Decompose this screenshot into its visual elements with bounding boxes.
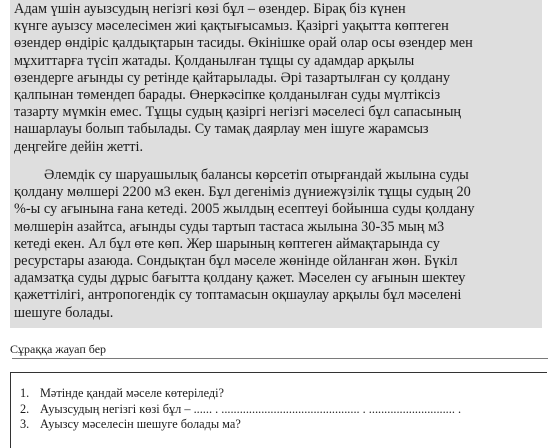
text-line: қалпынан төмендеп барады. Өнеркәсіпке қолданылған суды мүлтіксіз <box>14 87 441 104</box>
question-item <box>20 402 461 418</box>
question-item <box>20 417 461 433</box>
text-line: шешуге болады. <box>14 304 114 321</box>
text-line: өзендерге ағынды су ретінде қайтарылады. Әрі тазартылған су қолдану <box>14 69 450 86</box>
question-text: Ауызсудың негізгі көзі бұл – ...... . ............................................. . ............................ . <box>40 401 462 416</box>
question-number: 2. <box>20 401 30 416</box>
text-line: қолдану мөлшері 2200 м3 екен. Бұл дегеніміз дүниежүзілік тұщы судың 20 <box>14 184 471 201</box>
text-line: мөлшерін азайтса, ағынды суды тартып тастаса жылына 30-35 мың м3 <box>14 218 445 235</box>
text-line: ресурстары азаюда. Сондықтан бұл мәселе жөнінде ойланған жөн. Бүкіл <box>14 253 458 270</box>
text-line: мұхиттарға түсіп жатады. Қолданылған тұщы су адамдар арқылы <box>14 52 415 69</box>
text-line: тазарту мүмкін емес. Тұщы судың қазіргі негізгі мәселесі бұл сапасының <box>14 104 462 121</box>
text-line: қажеттілігі, антропогендік су топтамасын оқшаулау арқылы бұл мәселені <box>14 287 462 304</box>
text-line: деңгейге дейін жетті. <box>14 138 144 155</box>
question-number: 1. <box>20 386 30 400</box>
text-line: Әлемдік су шаруашылық балансы көрсетіп отырғандай жылына суды <box>44 167 469 183</box>
question-item <box>20 386 461 402</box>
text-line: өзендер өндіріс қалдықтарын тасиды. Өкінішке орай олар осы өзендер мен <box>14 35 473 52</box>
question-text: Мәтінде қандай мәселе көтеріледі? <box>40 386 224 400</box>
paragraph-2 <box>14 167 534 322</box>
question-list <box>20 386 461 433</box>
text-line: %-ы су ағынына ғана кетеді. 2005 жылдың есептеуі бойынша суды қолдану <box>14 201 475 218</box>
divider <box>12 358 548 359</box>
instruction-prompt: Сұраққа жауап бер <box>10 342 107 356</box>
text-line: кетеді екен. Ал бұл өте көп. Жер шарының көптеген аймақтарында су <box>14 235 440 252</box>
text-line: адамзатқа суды дұрыс бағытта қолдану қажет. Мәселен су ағынын шектеу <box>14 270 466 287</box>
text-line: күнге ауызсу мәселесімен жиі қақтығысамыз. Қазіргі уақытта көптеген <box>14 18 449 35</box>
text-line: нашарлауы болып табылады. Су тамақ даярлау мен ішуге жарамсыз <box>14 121 429 138</box>
question-number: 3. <box>20 417 30 431</box>
paragraph-1 <box>14 1 534 156</box>
question-text: Ауызсу мәселесін шешуге болады ма? <box>40 417 241 431</box>
text-line: Адам үшін ауызсудың негізгі көзі бұл – өзендер. Бірақ біз күнен <box>14 1 406 17</box>
